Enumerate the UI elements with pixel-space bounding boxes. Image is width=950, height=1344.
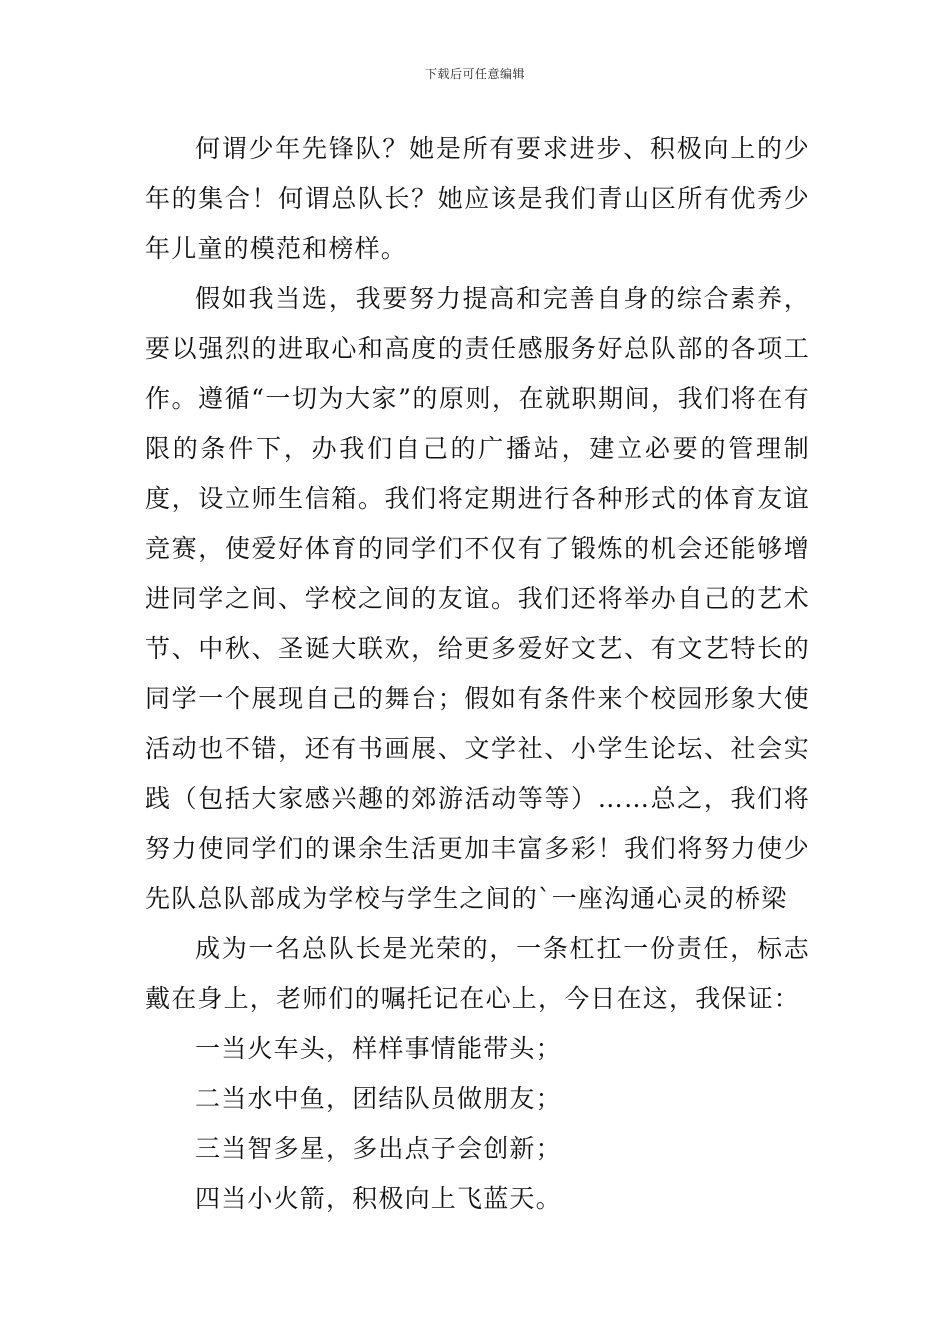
oath-line-1: 一当火车头，样样事情能带头； — [195, 1034, 562, 1063]
oath-line-3: 三当智多星，多出点子会创新； — [195, 1134, 562, 1163]
oath-line-2: 二当水中鱼，团结队员做朋友； — [195, 1084, 562, 1113]
paragraph-intro: 何谓少年先锋队？她是所有要求进步、积极向上的少年的集合！何谓总队长？她应该是我们青山区所有优秀少年儿童的模范和榜样。 — [145, 134, 810, 263]
document-body — [145, 124, 810, 1224]
page-header: 下载后可任意编辑 — [424, 67, 525, 81]
paragraph-pledge: 成为一名总队长是光荣的，一条杠扛一份责任，标志戴在身上，老师们的嘱托记在心上，今日在这，我保证： — [145, 934, 810, 1013]
paragraph-plans: 假如我当选，我要努力提高和完善自身的综合素养，要以强烈的进取心和高度的责任感服务好总队部的各项工作。遵循“一切为大家”的原则，在就职期间，我们将在有限的条件下，办我们自己的广播站，建立必要的管理制度，设立师生信箱。我们将定期进行各种形式的体育友谊竞赛，使爱好体育的同学们不仅有了锻炼的机会还能够增进同学之间、学校之间的友谊。我们还将举办自己的艺术节、中秋、圣诞大联欢，给更多爱好文艺、有文艺特长的同学一个展现自己的舞台；假如有条件来个校园形象大使活动也不错，还有书画展、文学社、小学生论坛、社会实践（包括大家感兴趣的郊游活动等等）……总之，我们将努力使同学们的课余生活更加丰富多彩！我们将努力使少先队总队部成为学校与学生之间的`一座沟通心灵的桥梁 — [145, 284, 810, 913]
oath-line-4: 四当小火箭，积极向上飞蓝天。 — [195, 1184, 562, 1213]
